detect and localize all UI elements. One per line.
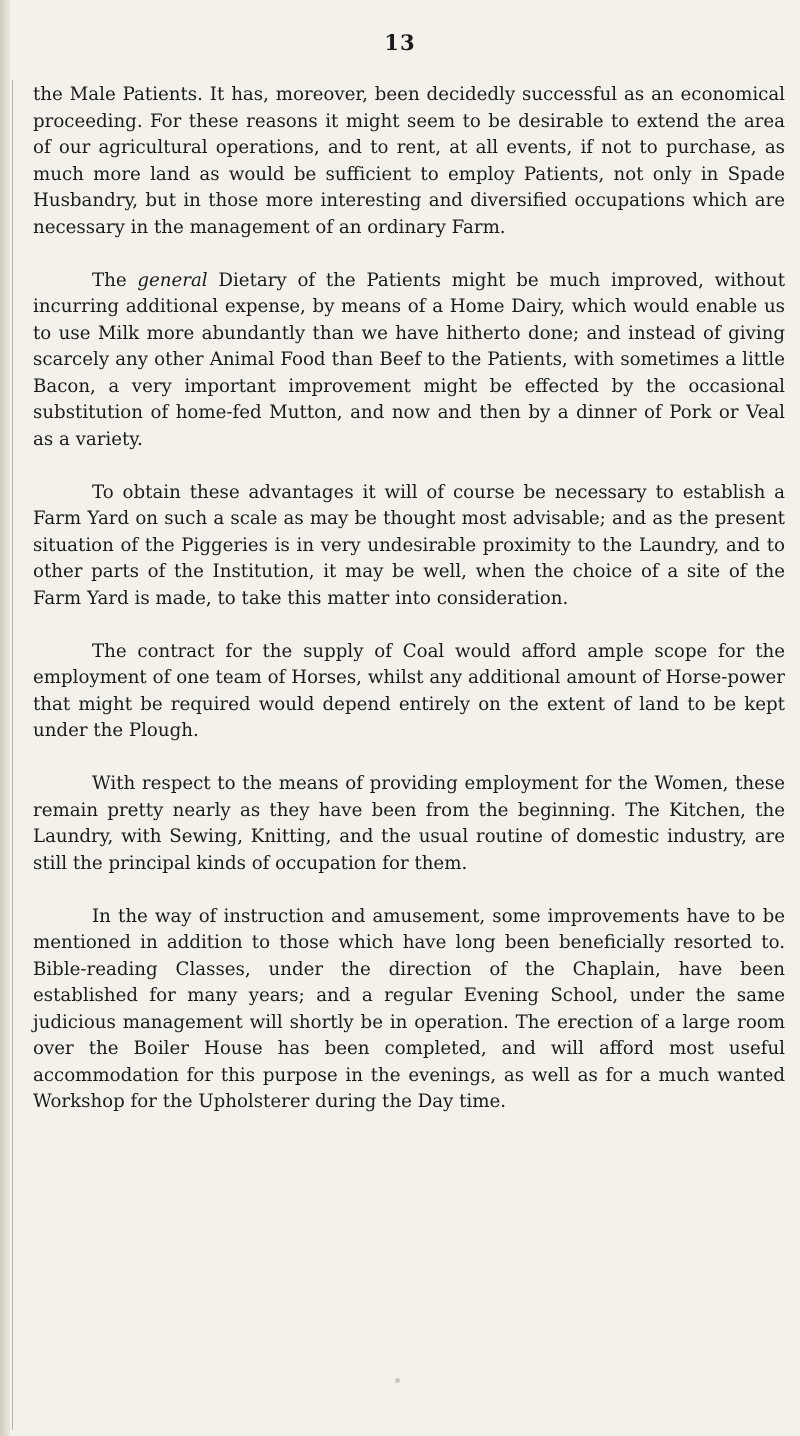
paragraph-dietary-body: Dietary of the Patients might be much improved, without incurring additional expense, by means of a Home Dairy, which would enable us to use Milk more abundantly than we have hitherto done; and instead of giving scarcely any other Animal Food than Beef to the Patients, with sometimes a little Bacon, a very important improvement might be effected by the occasional substitution of home-fed Mutton, and now and then by a dinner of Pork or Veal as a variety. (33, 269, 786, 450)
paragraph-farm-operations: the Male Patients. It has, moreover, been decidedly successful as an economical proceeding. For these reasons it might seem to be desirable to extend the area of our agricultural operations, and to rent, at all events, if not to purchase, as much more land as would be sufficient to employ Patients, not only in Spade Husbandry, but in those more interesting and diversified occupations which are necessary in the management of an ordinary Farm. (33, 84, 785, 238)
paragraph-dietary-lead: The (92, 269, 138, 291)
paragraph-dietary (33, 268, 785, 454)
stray-ink-mark (395, 1378, 400, 1383)
paragraph-women-employment: With respect to the means of providing employment for the Women, these remain pretty nearly as they have been from the beginning. The Kitchen, the Laundry, with Sewing, Knitting, and the usual routine of domestic industry, are still the principal kinds of occupation for them. (33, 773, 785, 874)
page-binding-edge (0, 0, 10, 1436)
paragraph-coal-contract: The contract for the supply of Coal would afford ample scope for the employment of one team of Horses, whilst any additional amount of Horse-power that might be required would depend entirely on the extent of land to be kept under the Plough. (33, 640, 785, 741)
paragraph-farm-yard: To obtain these advantages it will of course be necessary to establish a Farm Yard on such a scale as may be thought most advisable; and as the present situation of the Piggeries is in very undesirable proximity to the Laundry, and to other parts of the Institution, it may be well, when the choice of a site of the Farm Yard is made, to take this matter into consideration. (33, 481, 785, 609)
paragraph-instruction-amusement: In the way of instruction and amusement, some improvements have to be mentioned in addition to those which have long been beneficially resorted to. Bible-reading Classes, under the direction of the Chaplain, have been established for many years; and a regular Evening School, under the same judicious management will shortly be in operation. The erection of a large room over the Boiler House has been completed, and will afford most useful accommodation for this purpose in the evenings, as well as for a much wanted Workshop for the Upholsterer during the Day time. (33, 905, 785, 1112)
emphasis-general: general (137, 269, 208, 291)
page-number: 13 (384, 30, 416, 55)
page-binding-line (12, 80, 13, 1430)
document-body (33, 82, 785, 1116)
